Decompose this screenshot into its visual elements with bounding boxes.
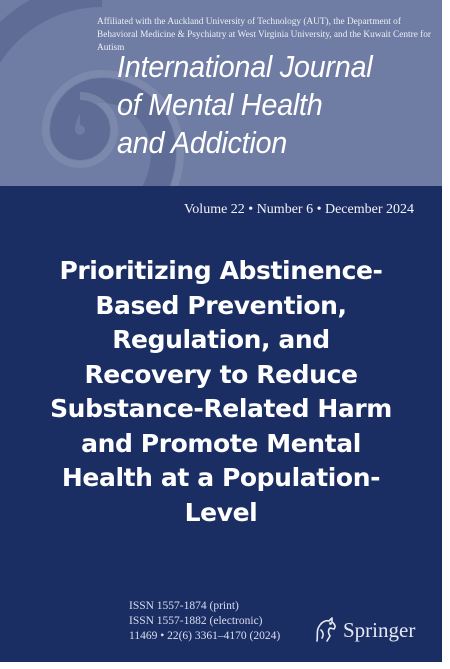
- issue-pages: 11469 • 22(6) 3361–4170 (2024): [129, 630, 281, 642]
- article-headline: [14, 254, 428, 530]
- journal-title-line: International Journal: [117, 49, 373, 84]
- journal-title: [117, 48, 415, 162]
- journal-title-line: of Mental Health: [117, 87, 323, 122]
- publisher-logo: [309, 614, 415, 646]
- headline-line: Recovery to Reduce: [84, 359, 358, 389]
- springer-horse-icon: [309, 614, 341, 646]
- issn-print: ISSN 1557-1874 (print): [129, 600, 239, 612]
- issn-block: [129, 599, 280, 644]
- headline-line: Level: [184, 497, 258, 527]
- publisher-name: Springer: [343, 617, 416, 642]
- journal-title-line: and Addiction: [117, 125, 288, 160]
- headline-line: Prioritizing Abstinence-: [59, 256, 383, 285]
- volume-issue-line: Volume 22 • Number 6 • December 2024: [184, 202, 414, 217]
- headline-line: Substance-Related Harm: [50, 394, 392, 423]
- headline-line: and Promote Mental: [81, 428, 361, 458]
- headline-line: Health at a Population-: [61, 463, 381, 492]
- issn-electronic: ISSN 1557-1882 (electronic): [129, 615, 263, 627]
- header-band: [0, 0, 442, 186]
- headline-line: Based Prevention,: [95, 290, 347, 320]
- affiliation-text: Affiliated with the Auckland University of Technology (AUT), the Department of Behavioral Medicine & Psychiatry at West Virginia University, and the Kuwait Centre for Autism: [97, 17, 431, 53]
- headline-line: Regulation, and: [112, 325, 330, 354]
